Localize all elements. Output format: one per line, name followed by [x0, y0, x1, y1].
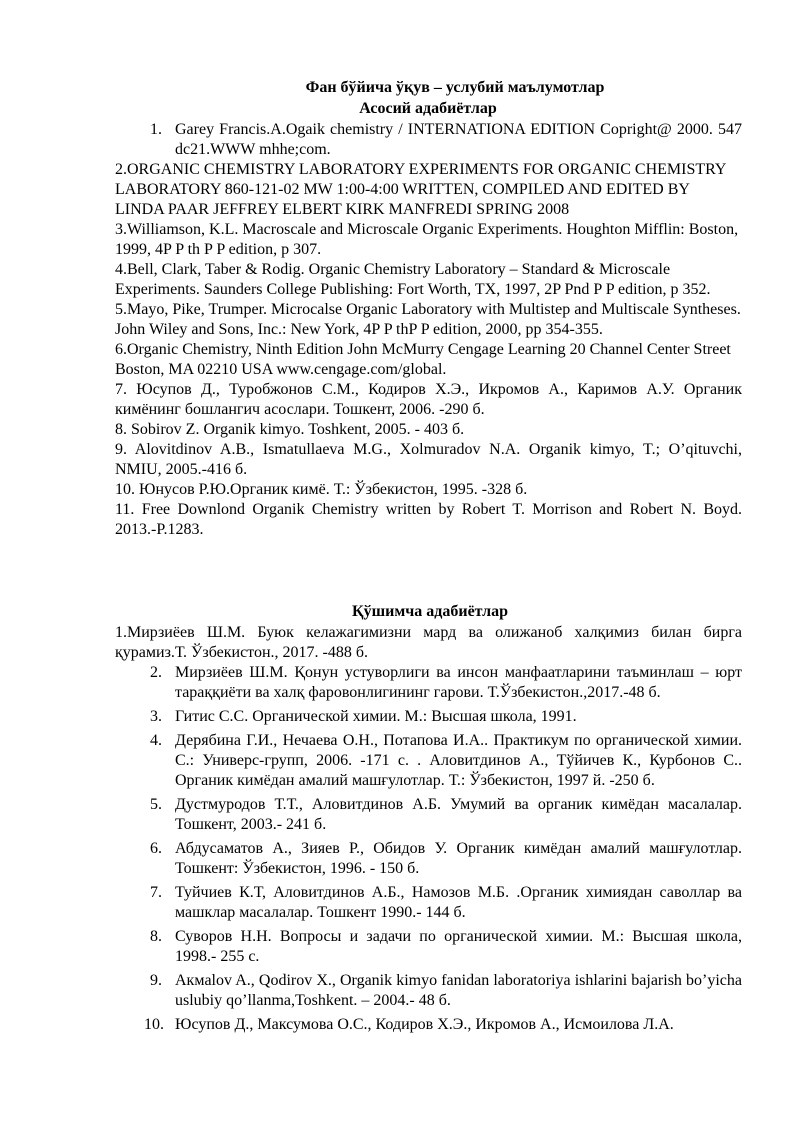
list-item: [150, 707, 742, 727]
additional-literature-list: [144, 663, 742, 1035]
list-item-text: Суворов Н.Н. Вопросы и задачи по органической химии. М.: Высшая школа, 1998.- 255 с.: [175, 928, 742, 965]
list-item-text: Туйчиев К.Т, Аловитдинов А.Б., Намозов М.Б. .Органик химиядан саволлар ва машклар масалалар. Тошкент 1990.- 144 б.: [175, 884, 742, 921]
list-item: 11. Free Downlond Organik Chemistry written by Robert T. Morrison and Robert N. Boyd. 2013.-P.1283.: [115, 501, 742, 538]
list-item: [150, 971, 742, 1011]
list-item-text: Дустмуродов Т.Т., Аловитдинов А.Б. Умумий ва органик кимёдан масалалар. Тошкент, 2003.- 241 б.: [175, 796, 742, 833]
main-literature-heading: Асосий адабиётлар: [359, 100, 497, 117]
list-item: [150, 839, 742, 879]
list-item: 5.Mayo, Pike, Trumper. Microcalse Organic Laboratory with Multistep and Multiscale Syntheses. John Wiley and Sons, Inc.: New York, 4P P thP P edition, 2000, pp 354-355.: [115, 301, 741, 338]
list-item: 2.ORGANIC CHEMISTRY LABORATORY EXPERIMENTS FOR ORGANIC CHEMISTRY LABORATORY 860-121-02 MW 1:00-4:00 WRITTEN, COMPILED AND EDITED BY LINDA PAAR JEFFREY ELBERT KIRK MANFREDI SPRING 2008: [115, 161, 726, 218]
list-item: 9. Alovitdinov A.B., Ismatullaeva M.G., Xolmuradov N.A. Organik kimyo, T.; O’qituvchi, NMIU, 2005.-416 б.: [115, 441, 742, 478]
list-item: [150, 663, 742, 703]
list-item: 10. Юнусов Р.Ю.Органик кимё. Т.: Ўзбекистон, 1995. -328 б.: [115, 481, 528, 498]
list-item-text: Акмalov A., Qodirov X., Organik kimyo fanidan laboratoriya ishlarini bajarish bo’yicha uslubiy qo’llanma,Toshkent. – 2004.- 48 б.: [175, 972, 742, 1009]
list-item-number: 4.: [150, 732, 162, 749]
list-item: 8. Sobirov Z. Organik kimyo. Toshkent, 2005. - 403 б.: [115, 421, 465, 438]
list-item: 3.Williamson, K.L. Macroscale and Microscale Organic Experiments. Houghton Mifflin: Boston, 1999, 4P P th P P edition, p 307.: [115, 221, 739, 258]
list-item-number: 6.: [150, 840, 162, 857]
list-item: [150, 795, 742, 835]
list-item-number: 7.: [150, 884, 162, 901]
list-item: 7. Юсупов Д., Туробжонов С.М., Кодиров Х.Э., Икромов А., Каримов А.У. Органик кимёнинг бошлангич асослари. Тошкент, 2006. -290 б.: [115, 381, 742, 418]
list-item: [144, 1015, 742, 1035]
list-item: [150, 731, 742, 791]
list-item-number: 8.: [150, 928, 162, 945]
main-literature-first-item-block: [150, 120, 742, 160]
list-item: 1.Мирзиёев Ш.М. Буюк келажагимизни мард ва олижаноб халқимиз билан бирга қурамиз.Т. Ўзбекистон., 2017. -488 б.: [115, 624, 742, 661]
list-item: [150, 120, 742, 160]
list-item: [150, 927, 742, 967]
list-item: 6.Organic Chemistry, Ninth Edition John McMurry Cengage Learning 20 Channel Center Street Boston, MA 02210 USA www.cengage.com/global.: [115, 341, 731, 378]
list-item-text: Абдусаматов А., Зияев Р., Обидов У. Органик кимёдан амалий машғулотлар. Тошкент: Ўзбекистон, 1996. - 150 б.: [175, 840, 742, 877]
list-item-text: Дерябина Г.И., Нечаева О.Н., Потапова И.А.. Практикум по органической химии. С.: Универс-групп, 2006. -171 с. . Аловитдинов А., Тўйичев К., Курбонов С.. Органик кимёдан амалий машғулотлар. Т.: Ўзбекистон, 1997 й. -250 б.: [175, 732, 742, 789]
list-item-number: 10.: [144, 1016, 164, 1033]
additional-literature-first-item-block: [115, 623, 742, 663]
list-item-number: 3.: [150, 708, 162, 725]
list-item-number: 2.: [150, 664, 162, 681]
main-literature-list: [115, 160, 742, 540]
list-item: [150, 883, 742, 923]
list-item-text: Мирзиёев Ш.М. Қонун устуворлиги ва инсон манфаатларини таъминлаш – юрт тараққиёти ва халқ фаровонлигининг гарови. Т.Ўзбекистон.,2017.-48 б.: [175, 664, 742, 701]
list-item-number: 5.: [150, 796, 162, 813]
list-item-number: 9.: [150, 972, 162, 989]
list-item-text: Юсупов Д., Максумова О.С., Кодиров Х.Э., Икромов А., Исмоилова Л.А.: [175, 1016, 674, 1033]
list-item-text: Гитис С.С. Органической химии. М.: Высшая школа, 1991.: [175, 708, 577, 725]
list-item-text: Garey Francis.A.Ogaik chemistry / INTERNATIONA EDITION Copright@ 2000. 547 dc21.WWW mhhe;com.: [175, 121, 742, 158]
page-title: Фан бўйича ўқув – услубий маълумотлар: [305, 79, 605, 96]
list-item: 4.Bell, Clark, Taber & Rodig. Organic Chemistry Laboratory – Standard & Microscale Experiments. Saunders College Publishing: Fort Worth, TX, 1997, 2P Pnd P P edition, p 352.: [115, 261, 711, 298]
list-item-number: 1.: [150, 121, 162, 138]
additional-literature-heading: Қўшимча адабиётлар: [352, 603, 508, 620]
